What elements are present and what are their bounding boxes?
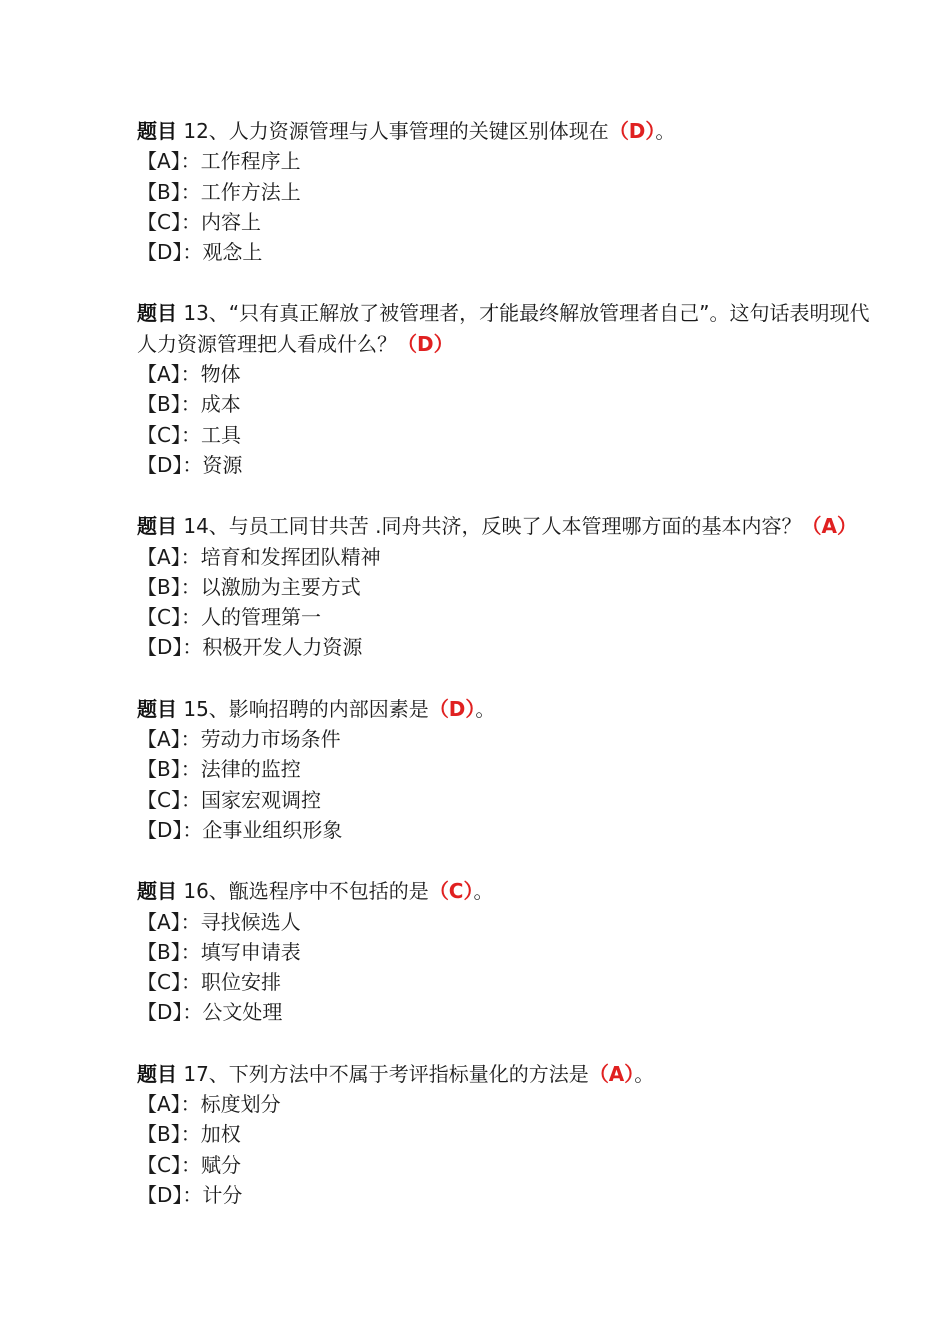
option-a: 【A】：工作程序上 <box>137 149 301 174</box>
option-b: 【B】：以激励为主要方式 <box>137 574 361 599</box>
option-c: 【C】：人的管理第一 <box>137 605 321 630</box>
question-stem <box>137 511 872 541</box>
question-label: 题目 <box>137 879 177 904</box>
question-stem <box>137 1059 872 1089</box>
question-text: 14、与员工同甘共苦 .同舟共济，反映了人本管理哪方面的基本内容？ <box>183 514 802 539</box>
question-label: 题目 <box>137 119 177 143</box>
answer-mark: （C） <box>428 879 474 904</box>
option-c: 【C】：职位安排 <box>137 970 281 995</box>
option-c: 【C】：国家宏观调控 <box>137 787 321 812</box>
question-suffix: 。 <box>655 119 676 143</box>
option-a: 【A】：培育和发挥团队精神 <box>137 544 381 569</box>
option-b: 【B】：成本 <box>137 392 241 417</box>
option-a: 【A】：物体 <box>137 362 241 387</box>
question-15 <box>137 694 872 845</box>
option-a: 【A】：劳动力市场条件 <box>137 727 341 752</box>
option-d: 【D】：积极开发人力资源 <box>137 635 363 660</box>
option-d: 【D】：观念上 <box>137 240 263 265</box>
question-12 <box>137 116 872 267</box>
option-b: 【B】：工作方法上 <box>137 179 301 204</box>
option-b: 【B】：加权 <box>137 1122 241 1147</box>
answer-mark: （D） <box>608 119 656 143</box>
answer-mark: （D） <box>428 696 476 721</box>
question-label: 题目 <box>137 696 177 721</box>
option-c: 【C】：赋分 <box>137 1152 241 1177</box>
answer-mark: （D） <box>397 331 454 356</box>
question-label: 题目 <box>137 301 177 326</box>
document-page <box>137 116 872 1241</box>
option-a: 【A】：标度划分 <box>137 1092 281 1117</box>
option-b: 【B】：填写申请表 <box>137 939 301 964</box>
question-label: 题目 <box>137 514 177 539</box>
question-stem <box>137 876 872 906</box>
question-text: 15、影响招聘的内部因素是 <box>183 696 429 721</box>
question-text: 16、甑选程序中不包括的是 <box>183 879 429 904</box>
question-16 <box>137 876 872 1027</box>
option-d: 【D】：公文处理 <box>137 1000 283 1025</box>
question-text: 12、人力资源管理与人事管理的关键区别体现在 <box>183 119 609 143</box>
question-stem <box>137 116 872 146</box>
question-text: 13、“只有真正解放了被管理者，才能最终解放管理者自己”。这句话表明现代人力资源管理把人看成什么？ <box>137 301 870 356</box>
question-17 <box>137 1059 872 1210</box>
question-suffix: 。 <box>473 879 494 904</box>
question-13 <box>137 298 872 480</box>
option-d: 【D】：资源 <box>137 452 243 477</box>
option-a: 【A】：寻找候选人 <box>137 909 301 934</box>
answer-mark: （A） <box>588 1061 635 1086</box>
option-c: 【C】：内容上 <box>137 209 261 234</box>
question-14 <box>137 511 872 662</box>
question-label: 题目 <box>137 1061 177 1086</box>
answer-mark: （A） <box>801 514 858 539</box>
option-b: 【B】：法律的监控 <box>137 757 301 782</box>
question-stem <box>137 298 872 359</box>
option-d: 【D】：企事业组织形象 <box>137 817 343 842</box>
question-text: 17、下列方法中不属于考评指标量化的方法是 <box>183 1061 589 1086</box>
question-suffix: 。 <box>634 1061 655 1086</box>
option-c: 【C】：工具 <box>137 422 241 447</box>
question-stem <box>137 694 872 724</box>
option-d: 【D】：计分 <box>137 1182 243 1207</box>
question-suffix: 。 <box>475 696 496 721</box>
